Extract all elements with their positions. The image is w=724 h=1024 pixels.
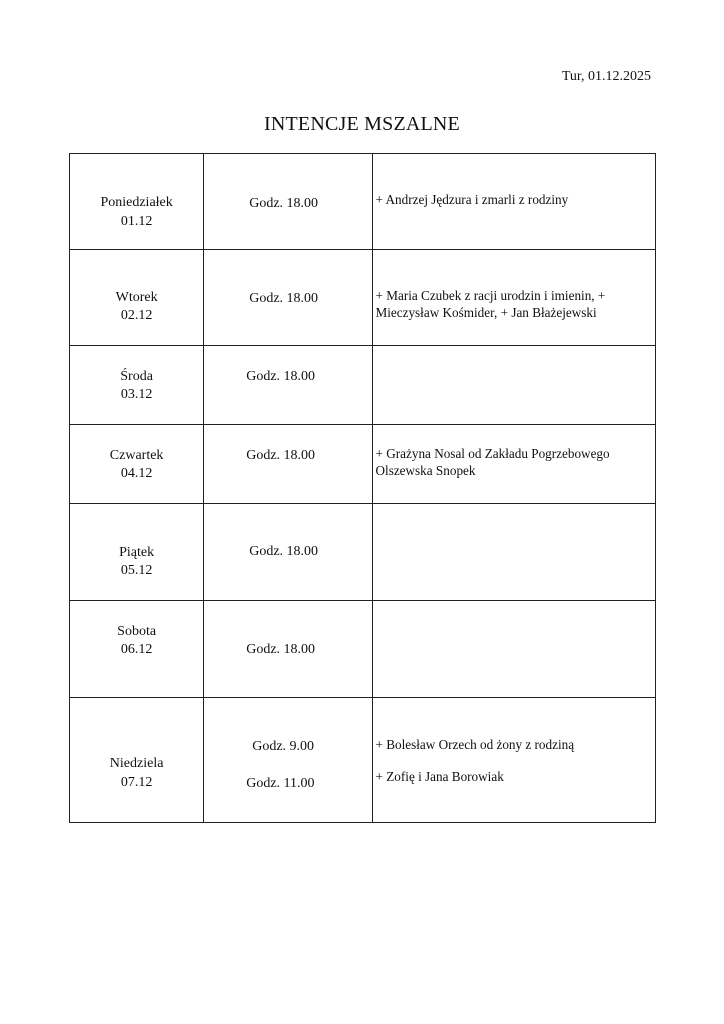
day-cell (70, 698, 204, 823)
time-cell (204, 250, 372, 346)
mass-time: Godz. 18.00 (246, 642, 316, 657)
day-date: 02.12 (120, 308, 153, 323)
time-cell (204, 154, 372, 250)
table-row (70, 425, 656, 504)
document-title: INTENCJE MSZALNE (264, 113, 460, 135)
mass-time: Godz. 18.00 (246, 369, 316, 384)
mass-time: Godz. 18.00 (249, 291, 319, 306)
intention-cell (372, 250, 656, 346)
table-row (70, 601, 656, 698)
intention-text: + Bolesław Orzech od żony z rodziną (375, 737, 575, 752)
mass-time: Godz. 18.00 (246, 448, 316, 463)
time-cell (204, 698, 372, 823)
time-cell (204, 425, 372, 504)
time-cell (204, 601, 372, 698)
day-name: Środa (120, 369, 153, 384)
day-cell (70, 425, 204, 504)
day-date: 01.12 (120, 214, 153, 229)
day-name: Piątek (119, 545, 155, 560)
day-name: Poniedziałek (100, 195, 173, 210)
day-cell (70, 250, 204, 346)
intention-cell (372, 425, 656, 504)
table-row (70, 346, 656, 425)
day-date: 04.12 (120, 466, 153, 481)
table-row (70, 504, 656, 601)
intention-text: + Grażyna Nosal od Zakładu Pogrzebowego Olszewska Snopek (375, 446, 610, 478)
mass-time: Godz. 11.00 (246, 776, 315, 791)
day-cell (70, 154, 204, 250)
intention-text: + Maria Czubek z racji urodzin i imienin, + Mieczysław Kośmider, + Jan Błażejewski (375, 288, 606, 320)
day-name: Sobota (117, 624, 157, 639)
time-cell (204, 346, 372, 425)
intention-cell (372, 154, 656, 250)
intention-text: + Zofię i Jana Borowiak (375, 769, 504, 784)
intention-text: + Andrzej Jędzura i zmarli z rodziny (375, 192, 569, 207)
day-name: Wtorek (115, 290, 158, 305)
day-date: 05.12 (120, 563, 153, 578)
day-name: Czwartek (109, 448, 164, 463)
day-date: 06.12 (120, 642, 153, 657)
mass-intentions-table (69, 153, 656, 823)
mass-time: Godz. 18.00 (249, 544, 319, 559)
day-name: Niedziela (109, 756, 164, 771)
table-row (70, 154, 656, 250)
intention-cell (372, 601, 656, 698)
day-cell (70, 601, 204, 698)
mass-time: Godz. 18.00 (249, 196, 319, 211)
intention-cell (372, 504, 656, 601)
table-row (70, 698, 656, 823)
day-date: 03.12 (120, 387, 153, 402)
table-row (70, 250, 656, 346)
day-cell (70, 346, 204, 425)
intention-cell (372, 346, 656, 425)
day-date: 07.12 (120, 775, 153, 790)
time-cell (204, 504, 372, 601)
intention-cell (372, 698, 656, 823)
day-cell (70, 504, 204, 601)
mass-time: Godz. 9.00 (252, 739, 315, 754)
document-date: Tur, 01.12.2025 (561, 69, 651, 84)
